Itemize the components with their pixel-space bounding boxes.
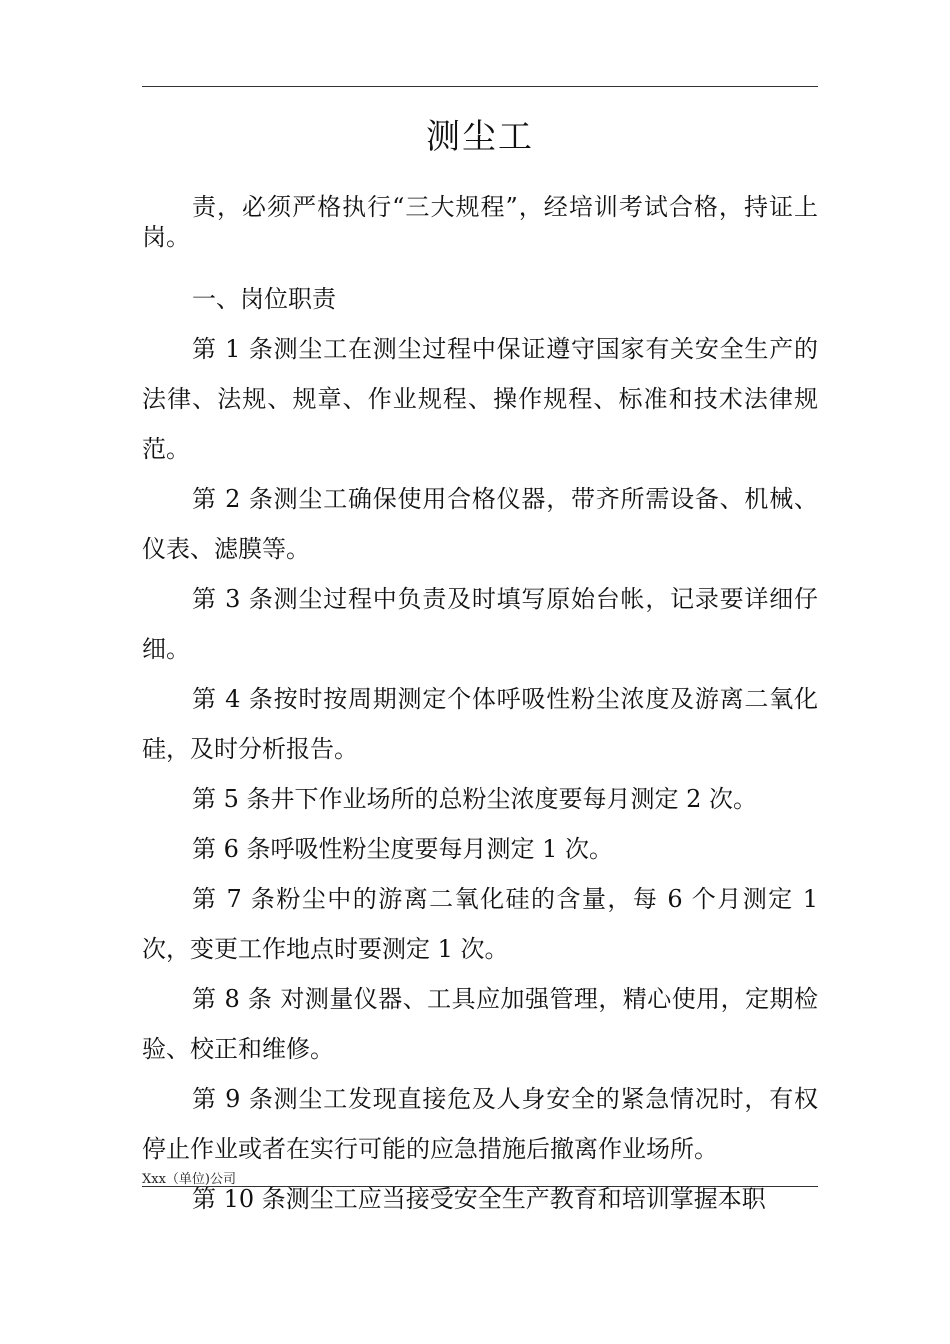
article-6: 第 6 条呼吸性粉尘度要每月测定 1 次。 — [192, 835, 614, 863]
article-5: 第 5 条井下作业场所的总粉尘浓度要每月测定 2 次。 — [192, 785, 758, 813]
article-1: 第 1 条测尘工在测尘过程中保证遵守国家有关安全生产的法律、法规、规章、作业规程、操作规程、标准和技术法律规范。 — [142, 335, 818, 463]
article-3: 第 3 条测尘过程中负责及时填写原始台帐，记录要详细仔细。 — [142, 585, 818, 663]
footer-company: Xxx（单位)公司 — [142, 1172, 236, 1187]
article-7: 第 7 条粉尘中的游离二氧化硅的含量，每 6 个月测定 1 次，变更工作地点时要测定 1 次。 — [142, 885, 818, 963]
article-2: 第 2 条测尘工确保使用合格仪器，带齐所需设备、机械、仪表、滤膜等。 — [142, 485, 818, 563]
footer-rule — [142, 1186, 818, 1187]
article-9: 第 9 条测尘工发现直接危及人身安全的紧急情况时，有权停止作业或者在实行可能的应急措施后撤离作业场所。 — [142, 1085, 818, 1163]
article-8: 第 8 条 对测量仪器、工具应加强管理，精心使用，定期检验、校正和维修。 — [142, 985, 818, 1063]
section-heading: 一、岗位职责 — [192, 285, 336, 313]
document-body — [142, 192, 818, 1224]
article-4: 第 4 条按时按周期测定个体呼吸性粉尘浓度及游离二氧化硅，及时分析报告。 — [142, 685, 818, 763]
article-10: 第 10 条测尘工应当接受安全生产教育和培训掌握本职 — [192, 1185, 766, 1213]
paragraph-intro: 责，必须严格执行“三大规程”，经培训考试合格，持证上岗。 — [142, 193, 818, 251]
header-rule — [142, 86, 818, 87]
document-title: 测尘工 — [426, 117, 534, 157]
